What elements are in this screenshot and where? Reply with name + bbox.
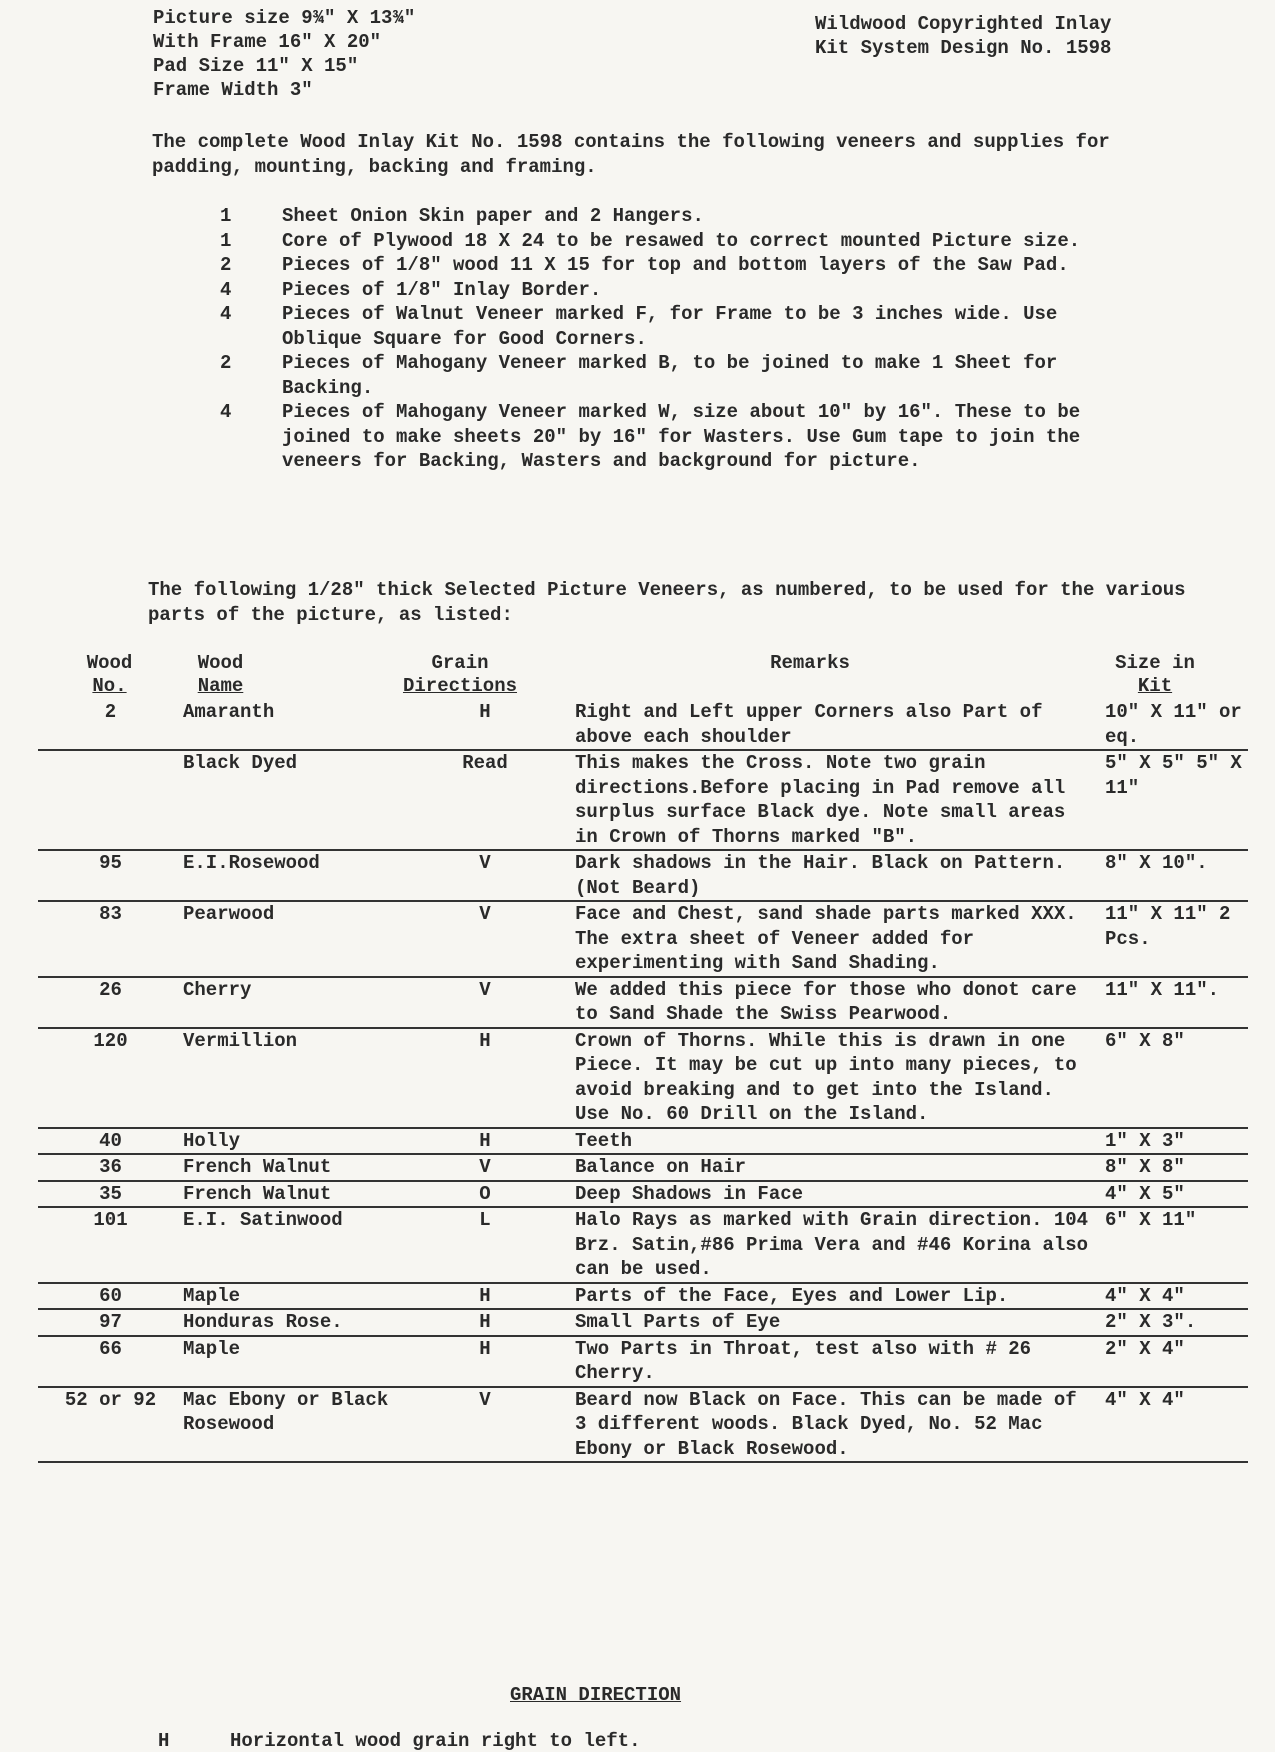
supply-item bbox=[220, 253, 1120, 278]
design-title bbox=[815, 12, 1111, 60]
header-text: No. bbox=[92, 675, 127, 697]
supply-text: Pieces of Mahogany Veneer marked W, size about 10" by 16". These to be joined to make sheets 20" by 16" for Wasters. Use Gum tape to join the veneers for Backing, Wasters and background for picture. bbox=[282, 401, 1081, 472]
spec-line: Picture size 9¾" X 13¾" bbox=[153, 7, 416, 29]
header-text: Directions bbox=[402, 675, 518, 697]
table-row bbox=[38, 1155, 1248, 1182]
header-text: Wood bbox=[86, 652, 133, 674]
cell-size: 2" X 3". bbox=[1105, 1311, 1197, 1333]
supply-qty: 1 bbox=[220, 229, 232, 252]
cell-size: 4" X 4" bbox=[1105, 1388, 1185, 1411]
cell-wood-no: 40 bbox=[99, 1129, 122, 1152]
cell-remarks: Crown of Thorns. While this is drawn in one Piece. It may be cut up into many pieces, to avoid breaking and to get into the Island. Use No. 60 Drill on the Island. bbox=[575, 1029, 1077, 1125]
cell-wood-no: 60 bbox=[99, 1284, 122, 1307]
table-row bbox=[38, 902, 1248, 978]
cell-size: 11" X 11" 2 Pcs. bbox=[1105, 903, 1231, 950]
cell-wood-no: 26 bbox=[99, 978, 122, 1001]
cell-grain: H bbox=[479, 1337, 491, 1360]
header-wood-name bbox=[178, 652, 263, 698]
cell-remarks: Deep Shadows in Face bbox=[575, 1182, 804, 1205]
header-remarks bbox=[735, 652, 885, 675]
cell-remarks: Beard now Black on Face. This can be made of 3 different woods. Black Dyed, No. 52 Mac Ebony or Black Rosewood. bbox=[575, 1388, 1077, 1460]
spec-line: With Frame 16" X 20" bbox=[153, 31, 382, 53]
cell-size: 2" X 4" bbox=[1105, 1337, 1185, 1360]
table-row bbox=[38, 1388, 1248, 1464]
cell-size: 8" X 10". bbox=[1105, 852, 1208, 874]
veneer-lead-paragraph: The following 1/28" thick Selected Picture Veneers, as numbered, to be used for the various parts of the picture, as listed: bbox=[148, 579, 1186, 626]
table-row bbox=[38, 1310, 1248, 1337]
supply-qty: 4 bbox=[220, 303, 232, 325]
table-row bbox=[38, 1208, 1248, 1284]
cell-remarks: Small Parts of Eye bbox=[575, 1311, 781, 1333]
cell-wood-name: Maple bbox=[183, 1284, 241, 1307]
cell-wood-name: Black Dyed bbox=[183, 752, 298, 774]
cell-wood-name: E.I. Satinwood bbox=[183, 1209, 343, 1231]
cell-wood-name: Pearwood bbox=[183, 903, 275, 925]
supply-item bbox=[220, 351, 1120, 400]
table-row bbox=[38, 700, 1248, 751]
cell-wood-name: Vermillion bbox=[183, 1029, 298, 1052]
supply-text: Pieces of Mahogany Veneer marked B, to be joined to make 1 Sheet for Backing. bbox=[282, 352, 1058, 399]
spec-line: Pad Size 11" X 15" bbox=[153, 55, 359, 77]
supply-qty: 4 bbox=[220, 278, 232, 301]
cell-wood-no: 66 bbox=[99, 1337, 122, 1360]
supply-qty: 2 bbox=[220, 352, 232, 374]
title-line: Wildwood Copyrighted Inlay bbox=[815, 13, 1112, 35]
cell-wood-name: Mac Ebony or Black Rosewood bbox=[183, 1388, 389, 1435]
cell-grain: H bbox=[479, 1029, 491, 1052]
cell-size: 1" X 3" bbox=[1105, 1129, 1185, 1152]
supply-item bbox=[220, 400, 1120, 474]
grain-description: Horizontal wood grain right to left. bbox=[230, 1730, 641, 1752]
table-row bbox=[38, 978, 1248, 1029]
supply-text: Pieces of 1/8" wood 11 X 15 for top and bottom layers of the Saw Pad. bbox=[282, 254, 1069, 276]
cell-grain: V bbox=[479, 852, 491, 874]
table-row bbox=[38, 1029, 1248, 1129]
supply-qty: 4 bbox=[220, 401, 232, 423]
intro-paragraph: The complete Wood Inlay Kit No. 1598 contains the following veneers and supplies for padding, mounting, backing and framing. bbox=[152, 131, 1110, 178]
cell-wood-no: 2 bbox=[104, 701, 117, 723]
cell-size: 5" X 5" 5" X 11" bbox=[1105, 752, 1242, 799]
title-line: Kit System Design No. 1598 bbox=[815, 37, 1112, 59]
cell-grain: V bbox=[479, 1388, 491, 1411]
table-row bbox=[38, 751, 1248, 851]
picture-specs bbox=[153, 6, 415, 102]
cell-grain: H bbox=[479, 1311, 491, 1333]
cell-remarks: Parts of the Face, Eyes and Lower Lip. bbox=[575, 1284, 1009, 1307]
cell-size: 10" X 11" or eq. bbox=[1105, 701, 1242, 748]
cell-wood-no bbox=[38, 751, 183, 849]
table-row bbox=[38, 1337, 1248, 1388]
cell-size: 11" X 11". bbox=[1105, 978, 1220, 1001]
supply-item bbox=[220, 302, 1120, 351]
cell-wood-name: French Walnut bbox=[183, 1156, 332, 1178]
header-grain bbox=[385, 652, 535, 698]
cell-grain: V bbox=[479, 1156, 491, 1178]
header-text: Name bbox=[197, 675, 244, 697]
supplies-list bbox=[220, 204, 1120, 474]
header-text: Kit bbox=[1137, 675, 1173, 697]
cell-grain: H bbox=[479, 701, 491, 723]
cell-size: 8" X 8" bbox=[1105, 1156, 1185, 1178]
cell-grain: V bbox=[479, 978, 491, 1001]
cell-grain: L bbox=[479, 1209, 491, 1231]
cell-remarks: Dark shadows in the Hair. Black on Pattern. (Not Beard) bbox=[575, 852, 1066, 899]
cell-wood-no: 35 bbox=[99, 1182, 122, 1205]
header-text: Grain bbox=[431, 652, 489, 674]
supply-item bbox=[220, 204, 1120, 229]
cell-wood-name: E.I.Rosewood bbox=[183, 852, 320, 874]
cell-wood-name: Maple bbox=[183, 1337, 241, 1360]
cell-wood-no: 95 bbox=[99, 852, 122, 874]
supply-text: Sheet Onion Skin paper and 2 Hangers. bbox=[282, 205, 704, 227]
header-text: Remarks bbox=[770, 652, 850, 674]
spec-line: Frame Width 3" bbox=[153, 79, 313, 101]
cell-wood-name: Holly bbox=[183, 1129, 241, 1152]
grain-code: H bbox=[158, 1730, 170, 1752]
cell-grain: Read bbox=[462, 752, 508, 774]
table-row bbox=[38, 851, 1248, 902]
supply-qty: 1 bbox=[220, 205, 232, 227]
cell-wood-no: 120 bbox=[93, 1029, 128, 1052]
cell-wood-no: 52 or 92 bbox=[64, 1388, 157, 1411]
supply-qty: 2 bbox=[220, 254, 232, 276]
cell-grain: H bbox=[479, 1129, 491, 1152]
table-row bbox=[38, 1284, 1248, 1311]
cell-size: 4" X 5" bbox=[1105, 1182, 1185, 1205]
supply-text: Pieces of Walnut Veneer marked F, for Frame to be 3 inches wide. Use Oblique Square for Good Corners. bbox=[282, 303, 1058, 350]
cell-wood-name: Cherry bbox=[183, 978, 252, 1001]
supply-text: Core of Plywood 18 X 24 to be resawed to correct mounted Picture size. bbox=[282, 229, 1081, 252]
cell-wood-no: 97 bbox=[99, 1311, 122, 1333]
table-row bbox=[38, 1129, 1248, 1156]
cell-remarks: This makes the Cross. Note two grain directions.Before placing in Pad remove all surplus surface Black dye. Note small areas in Crown of Thorns marked "B". bbox=[575, 752, 1066, 848]
cell-remarks: Two Parts in Throat, test also with # 26 Cherry. bbox=[575, 1337, 1032, 1384]
header-size bbox=[1100, 652, 1210, 698]
header-text: Size in bbox=[1115, 652, 1195, 674]
cell-grain: O bbox=[479, 1182, 491, 1205]
cell-wood-no: 101 bbox=[93, 1209, 128, 1231]
cell-remarks: Halo Rays as marked with Grain direction. 104 Brz. Satin,#86 Prima Vera and #46 Korina also can be used. bbox=[575, 1209, 1089, 1280]
header-wood-no bbox=[72, 652, 147, 698]
cell-remarks: Face and Chest, sand shade parts marked XXX. The extra sheet of Veneer added for experimenting with Sand Shading. bbox=[575, 903, 1077, 974]
cell-wood-name: Honduras Rose. bbox=[183, 1311, 343, 1333]
supply-text: Pieces of 1/8" Inlay Border. bbox=[282, 278, 602, 301]
header-text: Wood bbox=[197, 652, 244, 674]
supply-item bbox=[220, 278, 1120, 303]
cell-remarks: Balance on Hair bbox=[575, 1156, 747, 1178]
supply-item bbox=[220, 229, 1120, 254]
cell-wood-no: 36 bbox=[99, 1156, 122, 1178]
cell-size: 4" X 4" bbox=[1105, 1284, 1185, 1307]
cell-wood-name: Amaranth bbox=[183, 701, 275, 723]
cell-grain: V bbox=[479, 903, 491, 925]
grain-direction-item bbox=[158, 1730, 640, 1752]
cell-size: 6" X 8" bbox=[1105, 1029, 1185, 1052]
cell-remarks: Right and Left upper Corners also Part of above each shoulder bbox=[575, 701, 1043, 748]
cell-grain: H bbox=[479, 1284, 491, 1307]
cell-wood-no: 83 bbox=[99, 903, 122, 925]
grain-direction-title: GRAIN DIRECTION bbox=[510, 1684, 682, 1706]
cell-wood-name: French Walnut bbox=[183, 1182, 332, 1205]
cell-size: 6" X 11" bbox=[1105, 1209, 1197, 1231]
cell-remarks: Teeth bbox=[575, 1129, 633, 1152]
veneer-table bbox=[38, 700, 1248, 1463]
table-row bbox=[38, 1182, 1248, 1209]
cell-remarks: We added this piece for those who donot care to Sand Shade the Swiss Pearwood. bbox=[575, 978, 1077, 1025]
